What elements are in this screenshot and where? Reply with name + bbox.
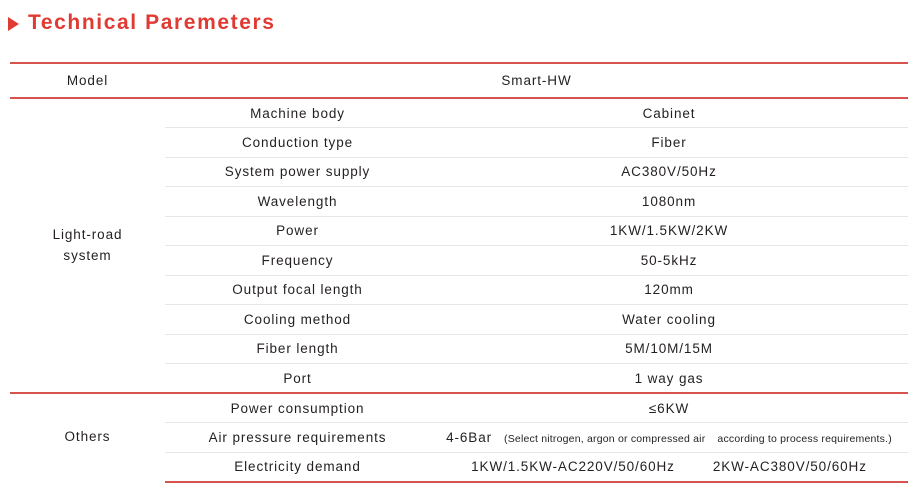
- row-value: 1 way gas: [430, 364, 908, 394]
- electricity-value-2: 2KW-AC380V/50/60Hz: [712, 459, 867, 474]
- group-label-light-road: Light-road system: [10, 98, 165, 393]
- row-item: Wavelength: [165, 187, 430, 217]
- row-item: Conduction type: [165, 128, 430, 158]
- row-value: Water cooling: [430, 305, 908, 335]
- row-item: Power consumption: [165, 393, 430, 423]
- triangle-arrow-icon: [8, 17, 19, 31]
- model-value: Smart-HW: [165, 63, 908, 98]
- row-item: Frequency: [165, 246, 430, 276]
- technical-parameters-table: [10, 62, 908, 483]
- row-value: 1KW/1.5KW/2KW: [430, 216, 908, 246]
- row-value: 120mm: [430, 275, 908, 305]
- row-value: Fiber: [430, 128, 908, 158]
- electricity-value-1: 1KW/1.5KW-AC220V/50/60Hz: [471, 459, 675, 474]
- row-item: Power: [165, 216, 430, 246]
- page-title: [0, 0, 918, 40]
- row-value: 1080nm: [430, 187, 908, 217]
- row-value-compound: [430, 452, 908, 482]
- row-value: 50-5kHz: [430, 246, 908, 276]
- air-pressure-value: 4-6Bar: [446, 429, 493, 445]
- row-item: Machine body: [165, 98, 430, 128]
- group-label-others: Others: [10, 393, 165, 482]
- row-item: Output focal length: [165, 275, 430, 305]
- row-value: ≤6KW: [430, 393, 908, 423]
- table-row: [10, 63, 908, 98]
- row-value: Cabinet: [430, 98, 908, 128]
- page-title-text: Technical Paremeters: [28, 11, 276, 34]
- row-value: AC380V/50Hz: [430, 157, 908, 187]
- row-item: Fiber length: [165, 334, 430, 364]
- table-row: [10, 98, 908, 128]
- row-value: 5M/10M/15M: [430, 334, 908, 364]
- table-row: [10, 393, 908, 423]
- row-item: System power supply: [165, 157, 430, 187]
- row-item: Port: [165, 364, 430, 394]
- row-item: Air pressure requirements: [165, 423, 430, 453]
- row-item: Electricity demand: [165, 452, 430, 482]
- row-value-compound: [430, 423, 908, 453]
- air-pressure-note-2: according to process requirements.): [717, 432, 892, 445]
- row-item: Cooling method: [165, 305, 430, 335]
- air-pressure-note-1: (Select nitrogen, argon or compressed air: [504, 432, 706, 445]
- model-label: Model: [10, 63, 165, 98]
